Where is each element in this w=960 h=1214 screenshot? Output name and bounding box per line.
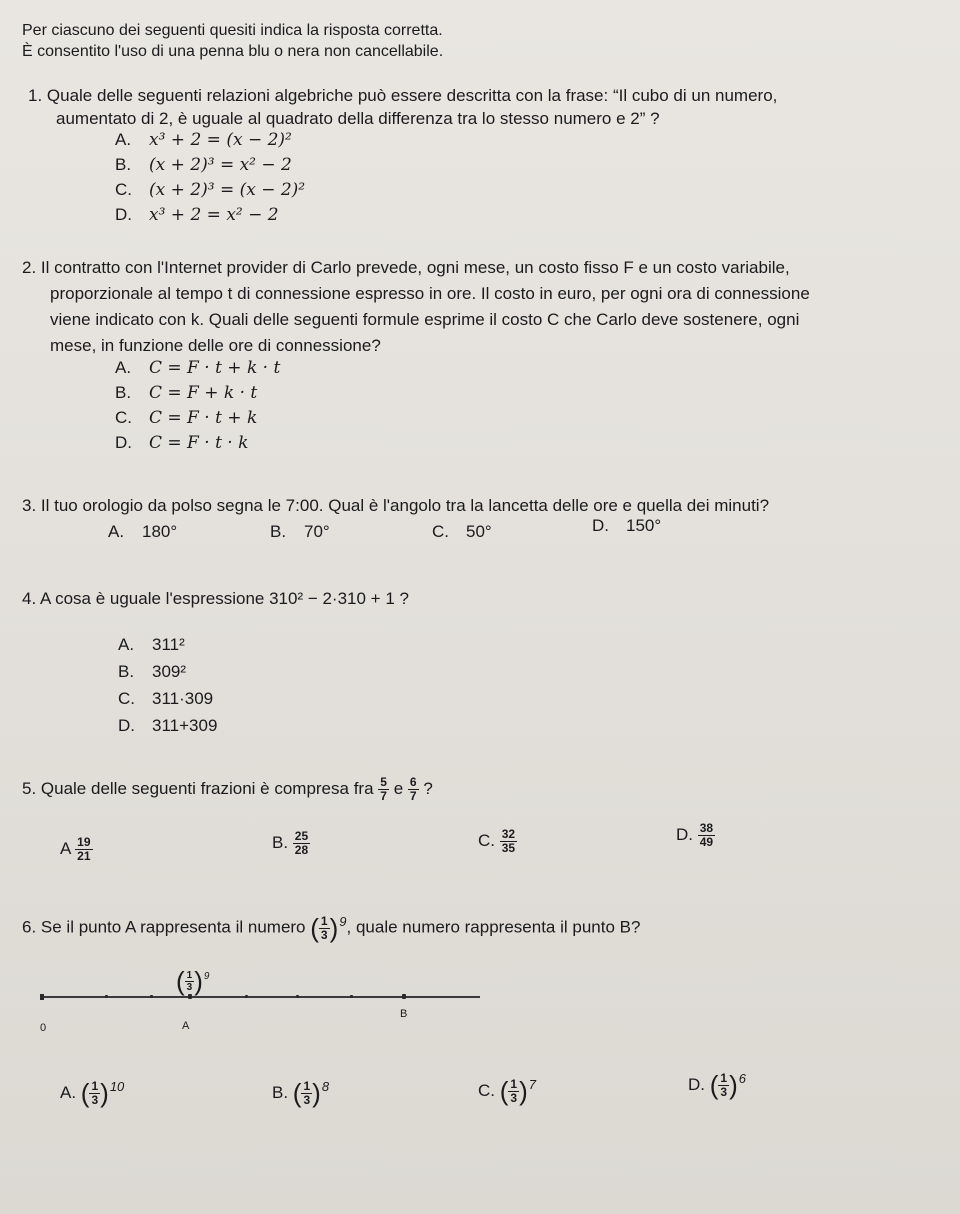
q2-option-b[interactable]: B. C = F + k · t	[115, 383, 258, 403]
q3-option-a[interactable]: A. 180°	[108, 522, 178, 541]
q6-text: 6. Se il punto A rappresenta il numero ( $\frac{1}{3}$ )$^9$, quale numero rappresenta il punto B?	[22, 913, 641, 944]
q1-option-b[interactable]: B. (x + 2)³ = x² − 2	[115, 155, 292, 175]
q3-option-c[interactable]: C. 50°	[432, 522, 492, 541]
q3-text: 3. Il tuo orologio da polso segna le 7:00. Qual è l'angolo tra la lancetta delle ore e quella dei minuti?	[22, 496, 770, 515]
label-a-value: ( $\frac{1}{3}$ )$^9$	[176, 966, 210, 996]
q4-option-b[interactable]: B. 309²	[118, 662, 187, 681]
q6-option-d[interactable]: D. ( $\frac{1}{3}$ )$^6$	[688, 1070, 746, 1100]
tick	[350, 995, 353, 998]
q6-option-c[interactable]: C. ( $\frac{1}{3}$ )$^7$	[478, 1076, 536, 1106]
q2-text-line-3: viene indicato con k. Quali delle seguenti formule esprime il costo C che Carlo deve sostenere, ogni	[50, 310, 800, 329]
q5-fraction-upper: $\frac{6}{7}$	[409, 775, 417, 803]
q1-option-d[interactable]: D. x³ + 2 = x² − 2	[115, 205, 279, 225]
tick	[150, 995, 153, 998]
q1-option-c[interactable]: C. (x + 2)³ = (x − 2)²	[115, 180, 306, 200]
q5-text: 5. Quale delle seguenti frazioni è compresa fra $\frac{5}{7}$ e $\frac{6}{7}$ ?	[22, 775, 433, 803]
tick	[245, 995, 248, 998]
q6-option-a[interactable]: A. ( $\frac{1}{3}$ )$^{10}$	[60, 1078, 125, 1108]
q2-text-line-1: 2. Il contratto con l'Internet provider di Carlo prevede, ogni mese, un costo fisso F e un costo variabile,	[22, 258, 790, 277]
q4-option-c[interactable]: C. 311·309	[118, 689, 214, 708]
q2-option-c[interactable]: C. C = F · t + k	[115, 408, 258, 428]
label-b: B	[400, 1008, 408, 1020]
tick-b	[402, 994, 406, 999]
q4-text: 4. A cosa è uguale l'espressione 310² − 2·310 + 1 ?	[22, 589, 409, 608]
q4-option-d[interactable]: D. 311+309	[118, 716, 218, 735]
q5-option-b[interactable]: B. $\frac{25}{28}$	[272, 829, 309, 857]
q2-text-line-2: proporzionale al tempo t di connessione espresso in ore. Il costo in euro, per ogni ora di connessione	[50, 284, 810, 303]
q1-option-a[interactable]: A. x³ + 2 = (x − 2)²	[115, 130, 292, 150]
instructions-line-1: Per ciascuno dei seguenti quesiti indica la risposta corretta.	[22, 22, 443, 39]
q5-option-d[interactable]: D. $\frac{38}{49}$	[676, 821, 714, 849]
q6-option-b[interactable]: B. ( $\frac{1}{3}$ )$^8$	[272, 1078, 330, 1108]
q3-option-b[interactable]: B. 70°	[270, 522, 330, 541]
label-a: A	[182, 1020, 190, 1032]
q2-text-line-4: mese, in funzione delle ore di connessione?	[50, 336, 381, 355]
q5-option-a[interactable]: A $\frac{19}{21}$	[60, 835, 91, 863]
q1-text-line-2: aumentato di 2, è uguale al quadrato della differenza tra lo stesso numero e 2” ?	[56, 109, 660, 128]
q5-fraction-lower: $\frac{5}{7}$	[380, 775, 387, 803]
q4-option-a[interactable]: A. 311²	[118, 635, 185, 654]
q3-option-d[interactable]: D. 150°	[592, 516, 662, 535]
q5-option-c[interactable]: C. $\frac{32}{35}$	[478, 827, 516, 855]
tick	[296, 995, 299, 998]
tick-zero	[40, 994, 44, 1000]
label-zero: 0	[40, 1022, 47, 1034]
instructions-line-2: È consentito l'uso di una penna blu o nera non cancellabile.	[22, 43, 444, 60]
q1-text-line-1: 1. Quale delle seguenti relazioni algebriche può essere descritta con la frase: “Il cubo di un numero,	[28, 86, 778, 105]
q2-option-a[interactable]: A. C = F · t + k · t	[115, 358, 281, 378]
q2-option-d[interactable]: D. C = F · t · k	[115, 433, 249, 453]
tick	[105, 995, 108, 998]
